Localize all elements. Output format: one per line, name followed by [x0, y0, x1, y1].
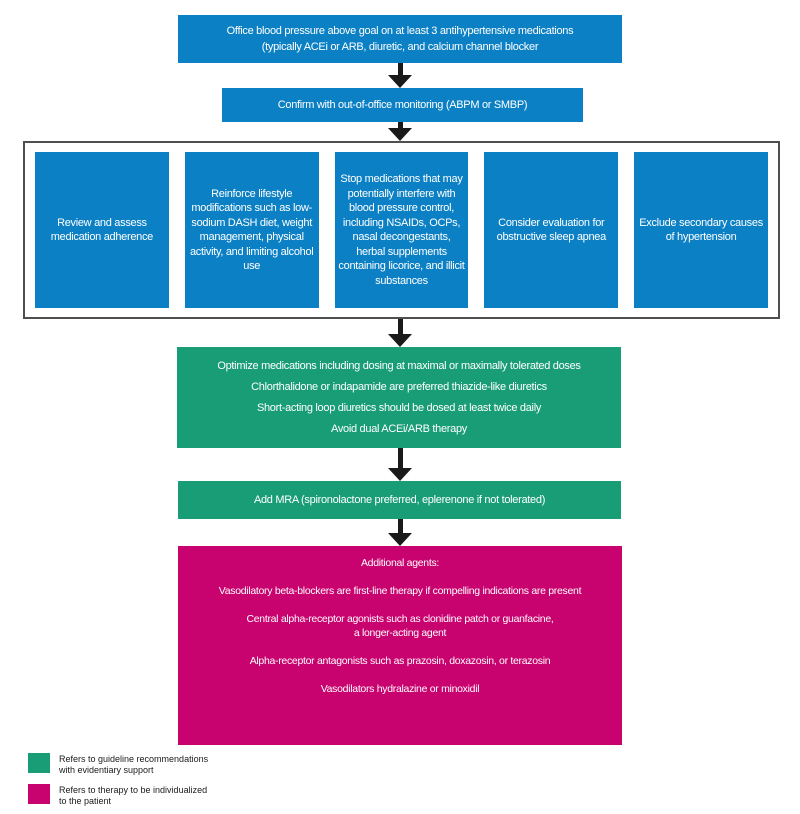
flow-step-text-line: Avoid dual ACEi/ARB therapy	[330, 423, 467, 435]
legend-text	[59, 753, 208, 776]
arrow-down-icon	[388, 448, 412, 481]
arrow-head	[388, 468, 412, 481]
flow-step-text-line: Additional agents:	[360, 557, 440, 569]
arrow-head	[388, 128, 412, 141]
legend-swatch-green	[28, 753, 50, 773]
legend-text-line: to the patient	[59, 796, 112, 806]
panel-box-text: Consider evaluation for obstructive sleep apnea	[496, 216, 606, 243]
legend-swatch-pink	[28, 784, 50, 804]
flow-step-text-line: Office blood pressure above goal on at least 3 antihypertensive medications	[226, 25, 574, 37]
legend-text	[59, 784, 207, 807]
flow-step-additional-agents	[178, 546, 622, 745]
arrow-head	[388, 75, 412, 88]
flow-step-text-line: (typically ACEi or ARB, diuretic, and calcium channel blocker	[261, 41, 539, 53]
flow-step-confirm-monitoring	[222, 88, 583, 122]
flow-step-text: Confirm with out-of-office monitoring (ABPM or SMBP)	[277, 99, 528, 111]
panel-box-text: Stop medications that may potentially interfere with blood pressure control, including NSAIDs, OCPs, nasal decongestants, herbal supplements containing licorice, and illicit substances	[338, 173, 465, 287]
panel-box-medication-adherence	[35, 152, 169, 308]
flow-step-add-mra	[178, 481, 621, 519]
flow-step-text-line: Optimize medications including dosing at maximal or maximally tolerated doses	[217, 360, 581, 372]
panel-box-sleep-apnea-evaluation	[484, 152, 618, 308]
arrow-down-icon	[388, 519, 412, 546]
flow-step-text-line: Short-acting loop diuretics should be dosed at least twice daily	[256, 402, 542, 414]
arrow-down-icon	[388, 319, 412, 347]
flow-step-optimize-medications	[177, 347, 621, 448]
arrow-down-icon	[388, 122, 412, 141]
arrow-stem	[398, 63, 403, 75]
workup-panel	[23, 141, 780, 319]
legend-text-line: Refers to therapy to be individualized	[59, 785, 208, 795]
arrow-down-icon	[388, 63, 412, 88]
flow-step-text-line: Central alpha-receptor agonists such as clonidine patch or guanfacine,	[246, 613, 554, 625]
flow-step-text: Add MRA (spironolactone preferred, eplerenone if not tolerated)	[253, 494, 546, 506]
panel-box-text: Review and assess medication adherence	[50, 216, 154, 243]
arrow-stem	[398, 519, 403, 533]
flow-step-office-bp-above-goal	[178, 15, 622, 63]
legend-item-individualized	[28, 784, 207, 807]
arrow-head	[388, 334, 412, 347]
arrow-stem	[398, 448, 403, 468]
panel-box-secondary-causes	[634, 152, 768, 308]
flow-step-text-line: Alpha-receptor antagonists such as prazosin, doxazosin, or terazosin	[249, 655, 551, 667]
arrow-head	[388, 533, 412, 546]
legend-text-line: Refers to guideline recommendations	[59, 754, 209, 764]
flow-step-text-line: a longer-acting agent	[353, 627, 447, 639]
panel-box-lifestyle-modifications	[185, 152, 319, 308]
legend-item-guideline	[28, 753, 208, 776]
flow-step-text-line: Vasodilatory beta-blockers are first-line therapy if compelling indications are present	[218, 585, 582, 597]
panel-box-text: Reinforce lifestyle modifications such as low-sodium DASH diet, weight management, physical activity, and limiting alcohol use	[189, 187, 314, 272]
panel-box-text: Exclude secondary causes of hypertension	[639, 216, 763, 243]
panel-box-stop-interfering-medications	[335, 152, 469, 308]
flow-step-text-line: Chlorthalidone or indapamide are preferred thiazide-like diuretics	[251, 381, 547, 393]
flow-step-text-line: Vasodilators hydralazine or minoxidil	[320, 683, 480, 695]
arrow-stem	[398, 319, 403, 334]
legend-text-line: with evidentiary support	[59, 765, 154, 775]
